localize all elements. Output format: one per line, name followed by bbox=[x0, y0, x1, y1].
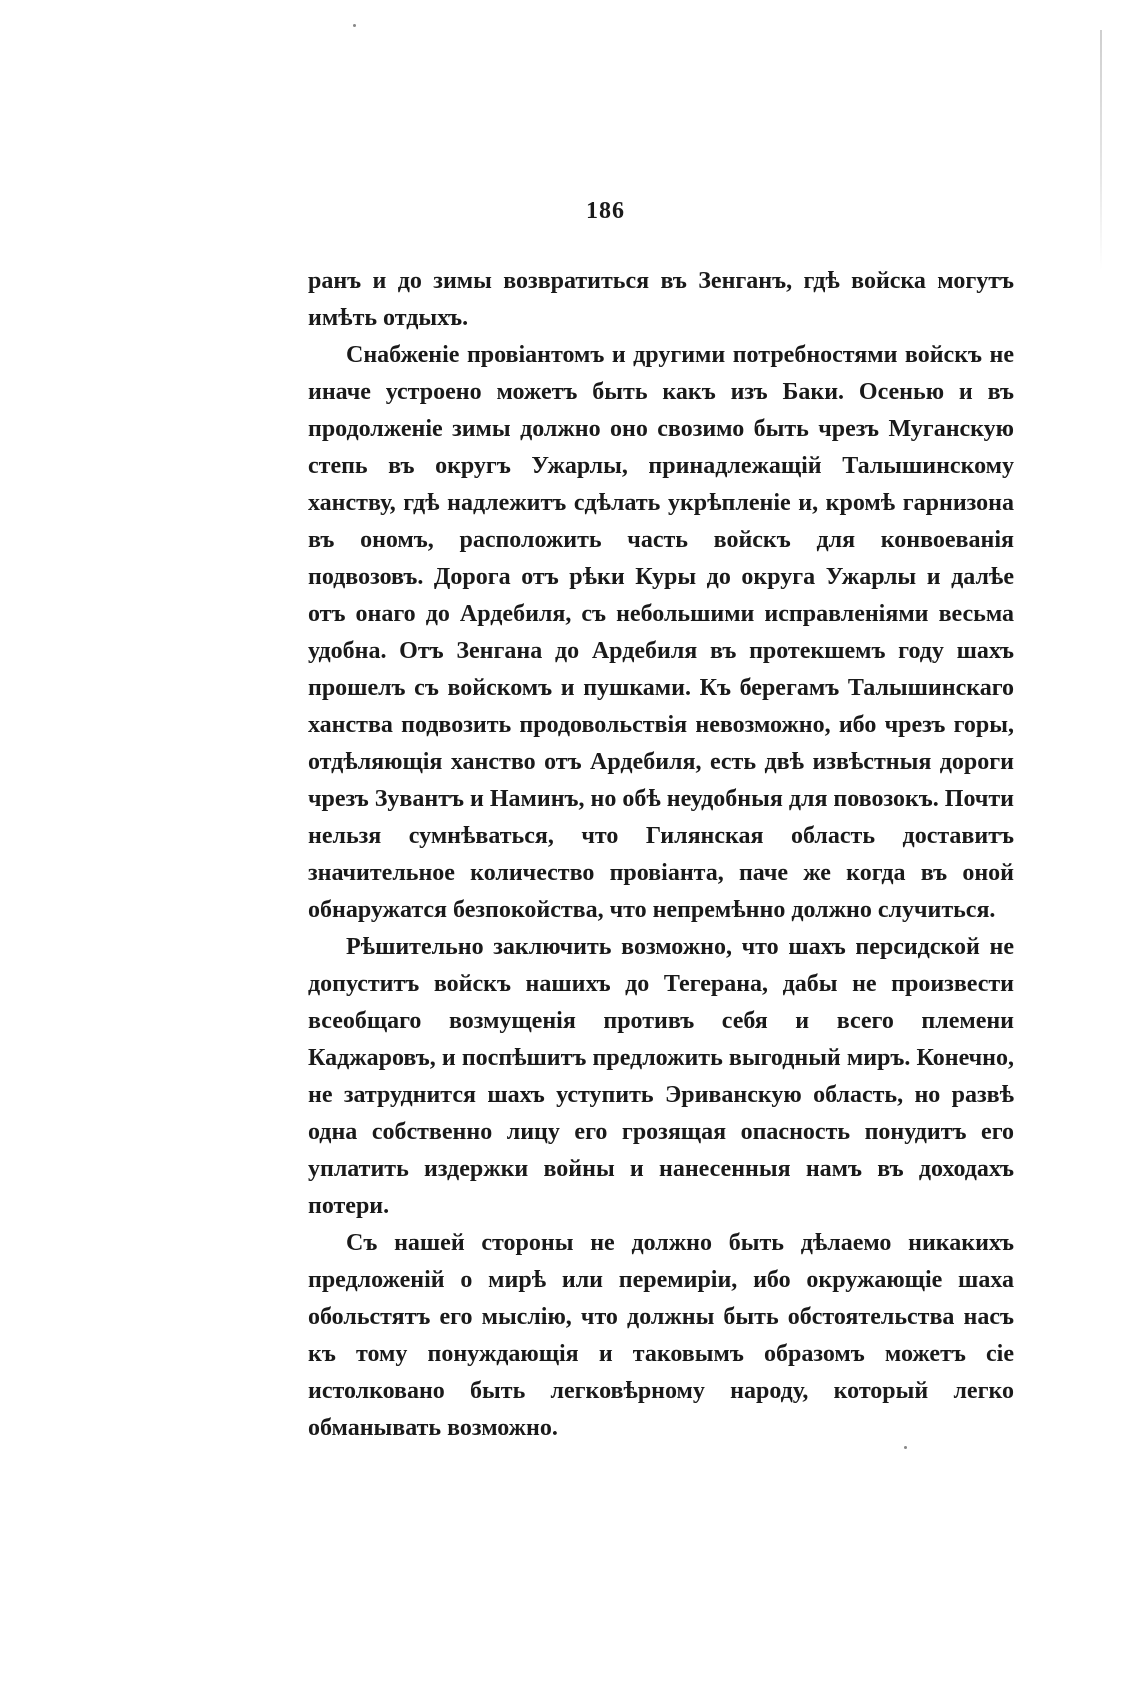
paragraph-provisions: Снабженіе провіантомъ и другими потребностями войскъ не иначе устроено можетъ быть какъ изъ Баки. Осенью и въ продолженіе зимы должно оно свозимо быть чрезъ Муганскую степь въ округъ Ужарлы, принадлежащій Талышинскому ханству, гдѣ надлежитъ сдѣлать укрѣпленіе и, кромѣ гарнизона въ ономъ, расположить часть войскъ для конвоеванія подвозовъ. Дорога отъ рѣки Куры до округа Ужарлы и далѣе отъ онаго до Ардебиля, съ небольшими исправленіями весьма удобна. Отъ Зенгана до Ардебиля въ протекшемъ году шахъ прошелъ съ войскомъ и пушками. Къ берегамъ Талышинскаго ханства подвозить продовольствія невозможно, ибо чрезъ горы, отдѣляющія ханство отъ Ардебиля, есть двѣ извѣстныя дороги чрезъ Зувантъ и Наминъ, но обѣ неудобныя для повозокъ. Почти нельзя сумнѣваться, что Гилянская область доставитъ значительное количество провіанта, паче же когда въ оной обнаружатся безпокойства, что непремѣнно должно случиться. bbox=[308, 342, 1014, 923]
scan-speck bbox=[353, 24, 356, 27]
paragraph-peace-terms: Рѣшительно заключить возможно, что шахъ персидской не допуститъ войскъ нашихъ до Тегерана, дабы не произвести всеобщаго возмущенія противъ себя и всего племени Каджаровъ, и поспѣшитъ предложить выгодный миръ. Конечно, не затруднится шахъ уступить Эриванскую область, но развѣ одна собственно лицу его грозящая опасность понудитъ его уплатить издержки войны и нанесенныя намъ въ доходахъ потери. bbox=[308, 934, 1014, 1219]
page-number: 186 bbox=[586, 198, 625, 224]
paragraph-continuation: ранъ и до зимы возвратиться въ Зенганъ, гдѣ войска могутъ имѣть отдыхъ. bbox=[308, 268, 1014, 331]
scan-edge-line bbox=[1100, 30, 1102, 270]
body-text bbox=[308, 263, 1014, 1447]
paragraph-no-proposals: Съ нашей стороны не должно быть дѣлаемо никакихъ предложеній о мирѣ или перемиріи, ибо окружающіе шаха обольстятъ его мыслію, что должны быть обстоятельства насъ къ тому понуждающія и таковымъ образомъ можетъ сіе истолковано быть легковѣрному народу, который легко обманывать возможно. bbox=[308, 1230, 1014, 1441]
